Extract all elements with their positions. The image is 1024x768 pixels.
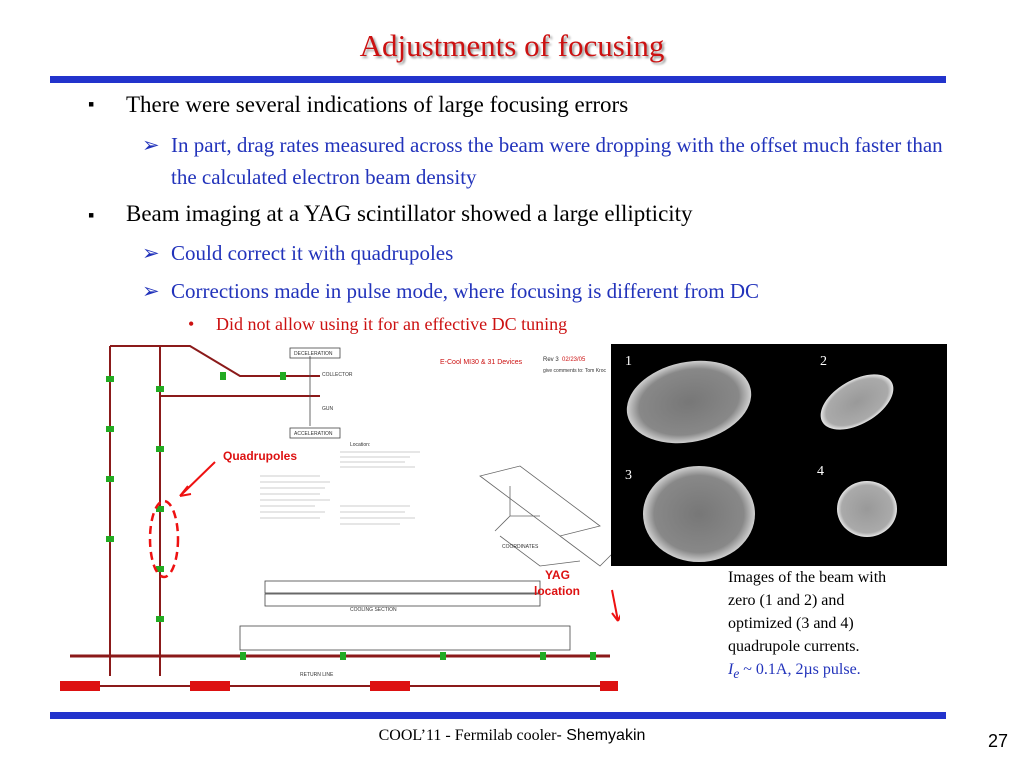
beam-image-1 [619, 350, 759, 454]
beam-label-4: 4 [817, 464, 824, 479]
caption-line-4: quadrupole currents. [728, 638, 860, 655]
caption-line-5 [728, 658, 938, 685]
slide-title: Adjustments of focusing [359, 28, 665, 63]
bullet-1: There were several indications of large focusing errors [126, 92, 629, 117]
caption-line-2: zero (1 and 2) and [728, 592, 845, 609]
footer-author: - Shemyakin [556, 727, 646, 744]
top-divider [50, 76, 946, 83]
acceleration-label: ACCELERATION [294, 431, 333, 437]
page-number: 27 [988, 731, 1009, 751]
beam-images-caption [728, 566, 938, 685]
diagram-header: E-Cool MI30 & 31 Devices [440, 359, 523, 366]
collector-label: COLLECTOR [322, 372, 353, 378]
beamline-diagram [40, 336, 620, 706]
sub-sub-bullet-1: Did not allow using it for an effective DC tuning [216, 314, 568, 334]
sub-bullet-3: Corrections made in pulse mode, where focusing is different from DC [171, 279, 760, 303]
beam-label-2: 2 [820, 354, 827, 369]
caption-line-5-text: ~ 0.1A, 2µs pulse. [739, 661, 861, 678]
footer [0, 727, 1024, 745]
square-bullet-icon: ▪ [88, 94, 95, 114]
footer-text: COOL’11 - Fermilab cooler [378, 727, 557, 744]
beam-label-3: 3 [625, 468, 632, 483]
beam-image-2 [811, 363, 902, 441]
beam-image-4 [837, 481, 897, 537]
current-symbol: I [728, 661, 734, 678]
bottom-divider [50, 712, 946, 719]
current-subscript: e [733, 666, 740, 682]
cooling-section-label: COOLING SECTION [350, 607, 397, 613]
bullet-2: Beam imaging at a YAG scintillator showed a large ellipticity [126, 201, 693, 226]
arrow-bullet-icon: ➢ [142, 241, 160, 265]
arrow-bullet-icon: ➢ [142, 279, 160, 303]
coordinates-label: COORDINATES [502, 544, 539, 550]
beam-images [611, 344, 947, 566]
caption-line-1: Images of the beam with [728, 569, 887, 586]
arrow-bullet-icon: ➢ [142, 133, 160, 157]
diagram-revision: Rev 3 [543, 357, 559, 363]
sub-bullet-2: Could correct it with quadrupoles [171, 241, 454, 265]
sub-bullet-1: In part, drag rates measured across the beam were dropping with the offset much faster than the calculated electron beam density [171, 133, 943, 189]
return-line-label: RETURN LINE [300, 672, 334, 678]
yag-label: YAG [545, 568, 570, 582]
caption-line-3: optimized (3 and 4) [728, 615, 854, 632]
beam-images-panel [611, 344, 947, 566]
beam-image-3 [643, 466, 755, 562]
beam-label-1: 1 [625, 354, 632, 369]
square-bullet-icon: ▪ [88, 205, 95, 225]
dot-bullet-icon: • [188, 314, 195, 334]
diagram-note: give comments to: Tom Kroc [543, 368, 606, 374]
diagram-date: 02/23/05 [562, 357, 586, 363]
gun-label: GUN [322, 406, 334, 412]
location-label: location [534, 584, 581, 598]
deceleration-label: DECELERATION [294, 351, 333, 357]
quadrupoles-label: Quadrupoles [223, 449, 298, 463]
location-legend-title: Location: [350, 442, 371, 448]
